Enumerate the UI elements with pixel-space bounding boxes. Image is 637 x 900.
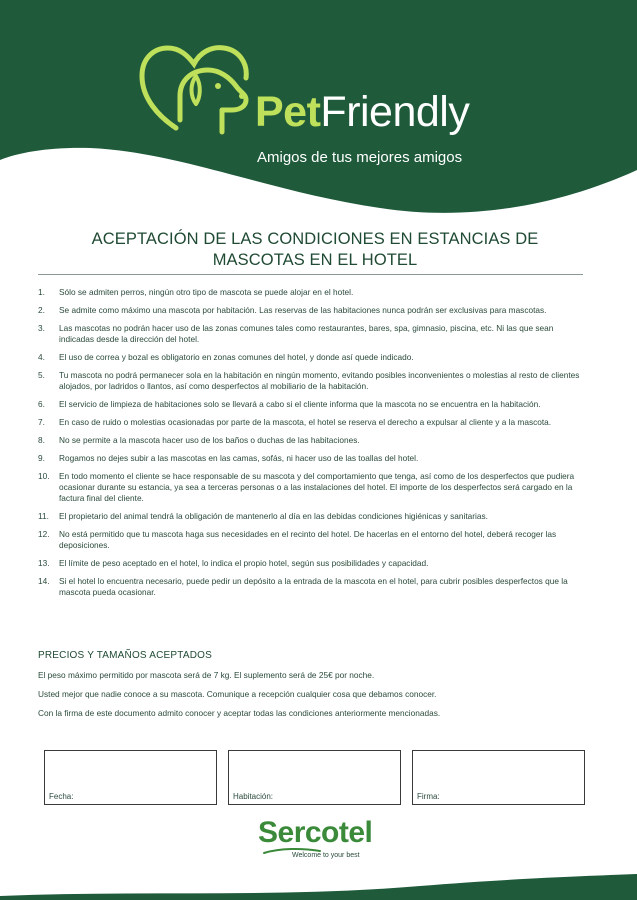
signature-label: Firma: [417,792,440,801]
brand-tagline: Amigos de tus mejores amigos [257,149,463,166]
reception-note: Usted mejor que nadie conoce a su mascota. Comunique a recepción cualquier cosa que debamos conocer. [38,689,437,699]
list-item [38,305,583,316]
list-item [38,287,583,298]
rule-text: En caso de ruido o molestias ocasionadas por parte de la mascota, el hotel se reserva el derecho a expulsar al cliente y a la mascota. [59,417,552,427]
rule-text: El límite de peso aceptado en el hotel, lo indica el propio hotel, según sus posibilidades y capacidad. [59,558,429,568]
room-field[interactable] [228,750,401,805]
document-title-line1: ACEPTACIÓN DE LAS CONDICIONES EN ESTANCIAS DE [91,230,539,248]
list-item [38,352,583,363]
rule-text: Sólo se admiten perros, ningún otro tipo de mascota se puede alojar en el hotel. [59,287,354,297]
list-item [38,417,583,428]
prices-heading: PRECIOS Y TAMAÑOS ACEPTADOS [38,650,212,661]
weight-note: El peso máximo permitido por mascota será de 7 kg. El suplemento será de 25€ por noche. [38,670,375,680]
rule-number: 7. [38,417,45,427]
title-divider [38,274,583,275]
rule-number: 4. [38,352,45,362]
signature-field[interactable] [412,750,585,805]
rule-number: 13. [38,558,50,568]
rule-number: 3. [38,323,45,333]
date-field[interactable] [44,750,217,805]
conditions-list [38,287,583,605]
footer-background [0,868,637,900]
sercotel-tagline: Welcome to your best [292,852,360,859]
rule-text: Tu mascota no podrá permanecer sola en la habitación en ningún momento, evitando posibles inconvenientes o molestias al resto de clientes alojados, por ladridos o llantos, así como desperfectos al mobiliario de la habitación. [59,370,580,391]
brand-friendly: Friendly [320,88,470,136]
brand-pet: Pet [255,88,321,136]
rule-number: 11. [38,511,49,521]
list-item [38,576,583,598]
document-title-line2: MASCOTAS EN EL HOTEL [212,251,418,269]
list-item [38,471,583,504]
rule-text: El servicio de limpieza de habitaciones solo se llevará a cabo si el cliente informa que la mascota no se encuentra en la habitación. [59,399,541,409]
sercotel-logo: Sercotel [258,816,373,849]
rule-number: 8. [38,435,45,445]
rule-number: 1. [38,287,45,297]
rule-number: 12. [38,529,50,539]
rule-text: Si el hotel lo encuentra necesario, puede pedir un depósito a la entrada de la mascota en el hotel, para cubrir posibles desperfectos que la mascota pueda ocasionar. [59,576,568,597]
rule-text: Se admite como máximo una mascota por habitación. Las reservas de las habitaciones nunca podrán ser exclusivas para mascotas. [59,305,547,315]
rule-text: No se permite a la mascota hacer uso de los baños o duchas de las habitaciones. [59,435,360,445]
list-item [38,323,583,345]
list-item [38,370,583,392]
date-label: Fecha: [49,792,74,801]
list-item [38,511,583,522]
list-item [38,453,583,464]
rule-number: 5. [38,370,45,380]
list-item [38,435,583,446]
rule-text: Las mascotas no podrán hacer uso de las zonas comunes tales como restaurantes, bares, spa, gimnasio, piscina, etc. Ni las que sean indicadas desde la dirección del hotel. [59,323,554,344]
rule-text: En todo momento el cliente se hace responsable de su mascota y del comportamiento que tenga, así como de los desperfectos que pudiera ocasionar durante su estancia, ya sea a terceras personas o a las instalaciones del hotel. El importe de los desperfectos será cargado en la factura final del cliente. [59,471,575,503]
list-item [38,399,583,410]
list-item [38,529,583,551]
rule-text: El uso de correa y bozal es obligatorio en zonas comunes del hotel, y donde así quede indicado. [59,352,414,362]
room-label: Habitación: [233,792,274,801]
rule-number: 10. [38,471,50,481]
rule-text: Rogamos no dejes subir a las mascotas en las camas, sofás, ni hacer uso de las toallas del hotel. [59,453,419,463]
rule-number: 9. [38,453,45,463]
rule-text: El propietario del animal tendrá la obligación de mantenerlo al día en las debidas condiciones higiénicas y sanitarias. [59,511,488,521]
dog-heart-icon [138,40,250,140]
rule-number: 2. [38,305,45,315]
rule-number: 14. [38,576,50,586]
rule-text: No está permitido que tu mascota haga sus necesidades en el recinto del hotel. De hacerlas en el entorno del hotel, deberá recoger las deposiciones. [59,529,557,550]
rule-number: 6. [38,399,45,409]
brand-title [255,88,469,136]
list-item [38,558,583,569]
document-title [40,229,590,271]
acceptance-note: Con la firma de este documento admito conocer y aceptar todas las condiciones anteriormente mencionadas. [38,708,441,718]
